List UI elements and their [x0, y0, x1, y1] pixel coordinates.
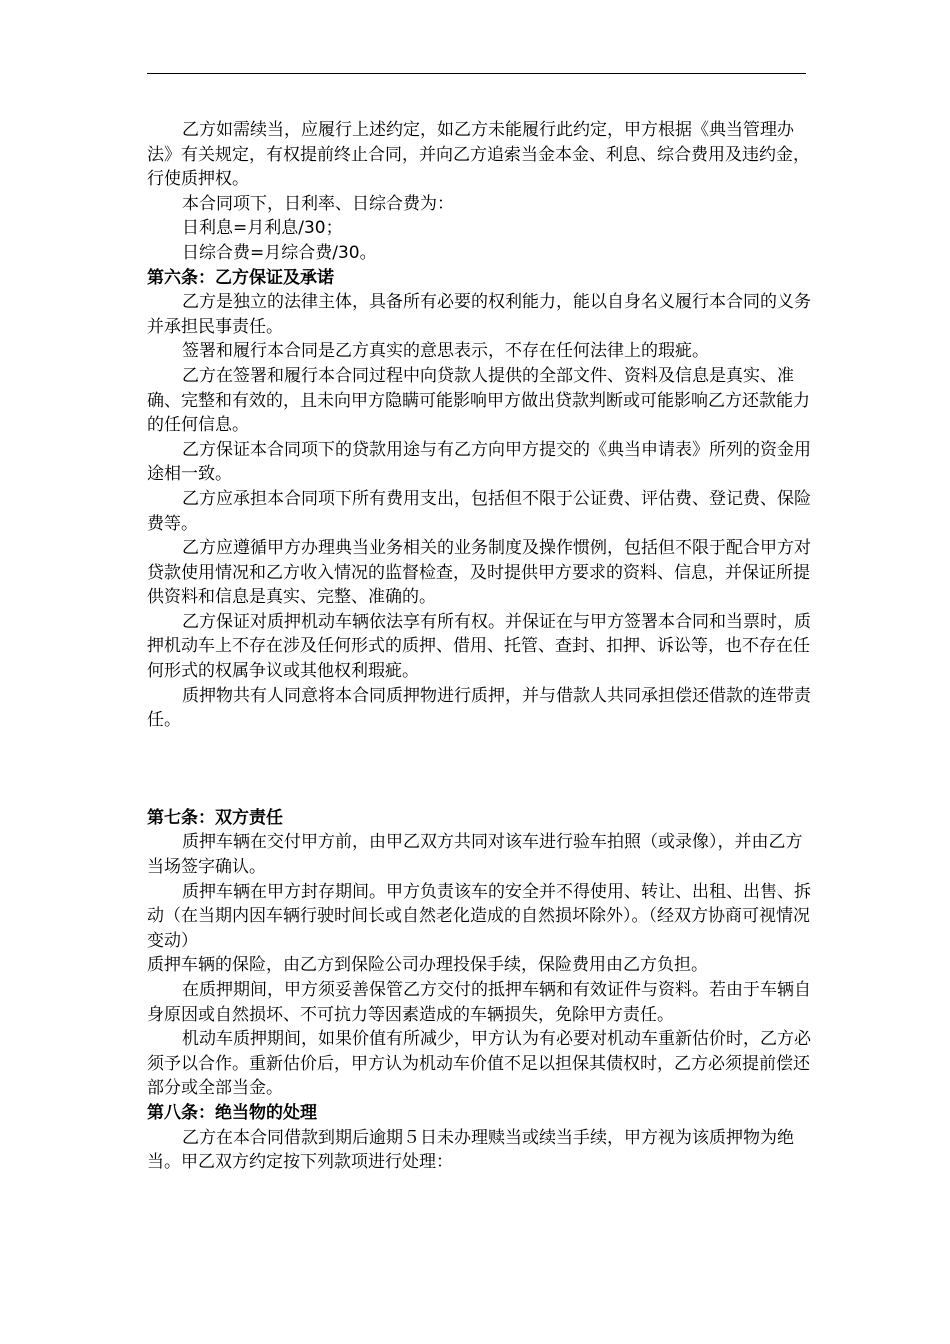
paragraph: 乙方在本合同借款到期后逾期５日未办理赎当或续当手续，甲方视为该质押物为绝当。甲乙双方约定按下列款项进行处理： [147, 1127, 794, 1173]
paragraph: 质押车辆的保险，由乙方到保险公司办理投保手续，保险费用由乙方负担。 [147, 955, 708, 976]
paragraph: 质押车辆在交付甲方前，由甲乙双方共同对该车进行验车拍照（或录像），并由乙方当场签字确认。 [147, 832, 803, 878]
paragraph: 乙方保证对质押机动车辆依法享有所有权。并保证在与甲方签署本合同和当票时，质押机动车上不存在涉及任何形式的质押、借用、托管、查封、扣押、诉讼等，也不存在任何形式的权属争议或其他权利瑕疵。 [147, 611, 811, 682]
paragraph: 乙方在签署和履行本合同过程中向贷款人提供的全部文件、资料及信息是真实、准确、完整和有效的，且未向甲方隐瞒可能影响甲方做出贷款判断或可能影响乙方还款能力的任何信息。 [147, 365, 810, 436]
paragraph: 机动车质押期间，如果价值有所减少，甲方认为有必要对机动车重新估价时，乙方必须予以合作。重新估价后，甲方认为机动车价值不足以担保其债权时，乙方必须提前偿还部分或全部当金。 [147, 1029, 811, 1099]
formula-daily-interest: 日利息=月利息/30； [182, 218, 343, 239]
paragraph: 在质押期间，甲方须妥善保管乙方交付的抵押车辆和有效证件与资料。若由于车辆自身原因或自然损坏、不可抗力等因素造成的车辆损失，免除甲方责任。 [147, 980, 811, 1025]
document-body [147, 118, 811, 1175]
paragraph: 质押车辆在甲方封存期间。甲方负责该车的安全并不得使用、转让、出租、出售、拆动（在当期内因车辆行驶时间长或自然老化造成的自然损坏除外）。（经双方协商可视情况变动） [147, 881, 811, 951]
section-heading-7: 第七条：双方责任 [147, 807, 283, 828]
paragraph: 质押物共有人同意将本合同质押物进行质押，并与借款人共同承担偿还借款的连带责任。 [147, 685, 811, 731]
paragraph: 乙方应遵循甲方办理典当业务相关的业务制度及操作惯例，包括但不限于配合甲方对贷款使用情况和乙方收入情况的监督检查，及时提供甲方要求的资料、信息，并保证所提供资料和信息是真实、完整、准确的。 [147, 538, 811, 608]
section-heading-6: 第六条：乙方保证及承诺 [147, 267, 334, 288]
paragraph: 签署和履行本合同是乙方真实的意思表示，不存在任何法律上的瑕疵。 [182, 341, 709, 362]
header-rule [147, 73, 806, 74]
paragraph: 乙方是独立的法律主体，具备所有必要的权利能力，能以自身名义履行本合同的义务并承担民事责任。 [147, 292, 811, 337]
formula-daily-fee: 日综合费=月综合费/30。 [182, 242, 377, 263]
paragraph: 乙方应承担本合同项下所有费用支出，包括但不限于公证费、评估费、登记费、保险费等。 [147, 488, 811, 534]
paragraph: 乙方保证本合同项下的贷款用途与有乙方向甲方提交的《典当申请表》所列的资金用途相一致。 [147, 439, 811, 485]
spacer [147, 733, 811, 806]
paragraph: 乙方如需续当，应履行上述约定，如乙方未能履行此约定，甲方根据《典当管理办法》有关规定，有权提前终止合同，并向乙方追索当金本金、利息、综合费用及违约金，行使质押权。 [147, 120, 810, 190]
section-heading-8: 第八条：绝当物的处理 [147, 1102, 317, 1123]
paragraph: 本合同项下，日利率、日综合费为： [182, 193, 454, 214]
